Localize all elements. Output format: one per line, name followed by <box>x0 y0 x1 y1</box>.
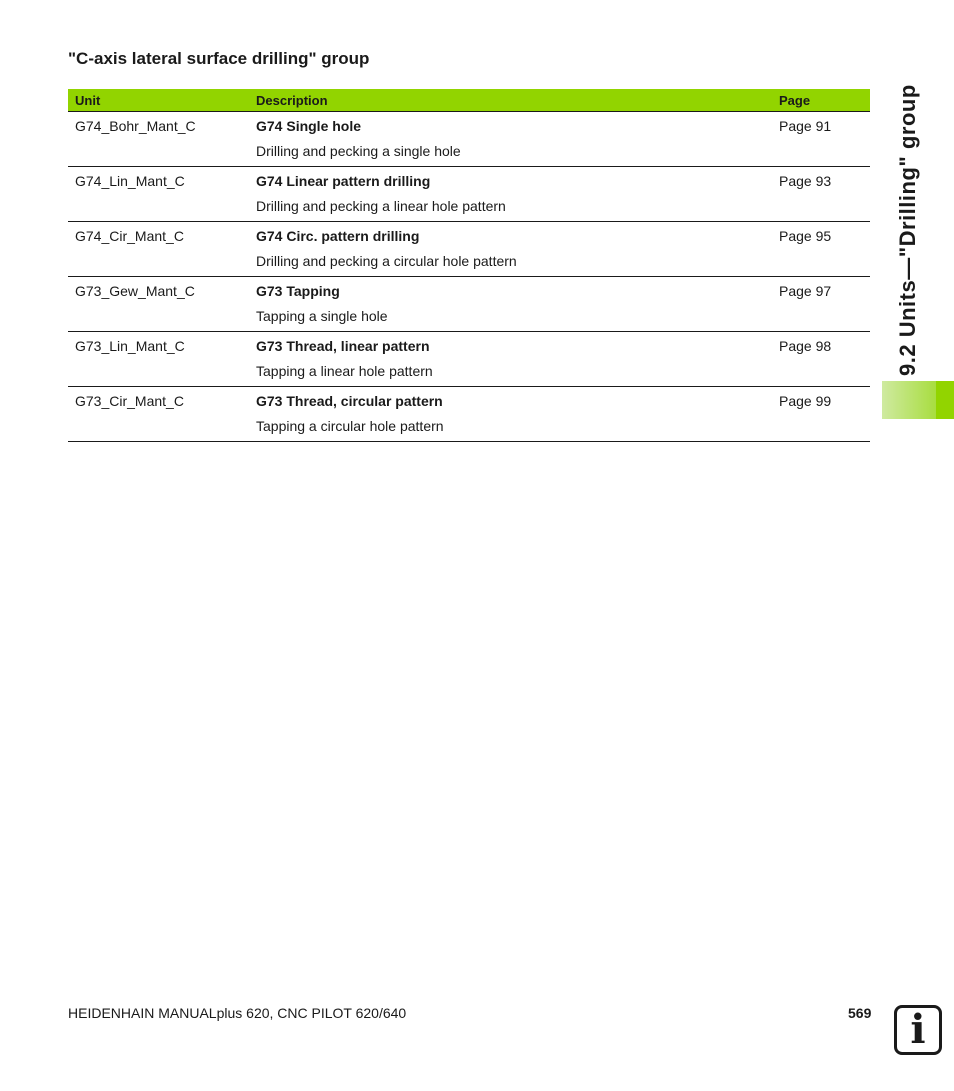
units-table <box>68 89 870 442</box>
info-icon: i <box>894 1005 942 1055</box>
unit-title: G74 Circ. pattern drilling <box>256 228 420 244</box>
page-reference-link[interactable]: Page 98 <box>779 338 832 354</box>
footer-manual-title: HEIDENHAIN MANUALplus 620, CNC PILOT 620/640 <box>68 1005 407 1021</box>
page-reference-link[interactable]: Page 95 <box>779 228 832 244</box>
unit-description: Drilling and pecking a circular hole pattern <box>256 253 517 269</box>
unit-description: Tapping a single hole <box>256 308 388 324</box>
table-row <box>68 277 870 332</box>
unit-title: G74 Single hole <box>256 118 362 134</box>
unit-name: G74_Cir_Mant_C <box>75 228 184 244</box>
unit-description: Tapping a linear hole pattern <box>256 363 433 379</box>
unit-title: G74 Linear pattern drilling <box>256 173 431 189</box>
unit-description: Drilling and pecking a linear hole pattern <box>256 198 506 214</box>
table-row <box>68 222 870 277</box>
header-unit: Unit <box>75 92 101 108</box>
unit-name: G74_Bohr_Mant_C <box>75 118 196 134</box>
chapter-tab-shade <box>882 381 936 419</box>
unit-name: G73_Gew_Mant_C <box>75 283 195 299</box>
unit-description: Drilling and pecking a single hole <box>256 143 461 159</box>
table-row <box>68 167 870 222</box>
unit-name: G74_Lin_Mant_C <box>75 173 185 189</box>
chapter-side-title: 9.2 Units—"Drilling" group <box>895 84 920 376</box>
page-reference-link[interactable]: Page 93 <box>779 173 832 189</box>
table-header <box>68 89 870 112</box>
page-reference-link[interactable]: Page 99 <box>779 393 832 409</box>
page-reference-link[interactable]: Page 97 <box>779 283 832 299</box>
page-number: 569 <box>848 1005 872 1021</box>
page-reference-link[interactable]: Page 91 <box>779 118 832 134</box>
section-title: "C-axis lateral surface drilling" group <box>68 49 370 68</box>
header-description: Description <box>256 92 328 108</box>
unit-name: G73_Lin_Mant_C <box>75 338 185 354</box>
table-row <box>68 112 870 167</box>
unit-description: Tapping a circular hole pattern <box>256 418 444 434</box>
table-row <box>68 332 870 387</box>
header-page: Page <box>779 92 811 108</box>
unit-name: G73_Cir_Mant_C <box>75 393 184 409</box>
unit-title: G73 Thread, circular pattern <box>256 393 443 409</box>
unit-title: G73 Thread, linear pattern <box>256 338 430 354</box>
table-row <box>68 387 870 442</box>
unit-title: G73 Tapping <box>256 283 340 299</box>
